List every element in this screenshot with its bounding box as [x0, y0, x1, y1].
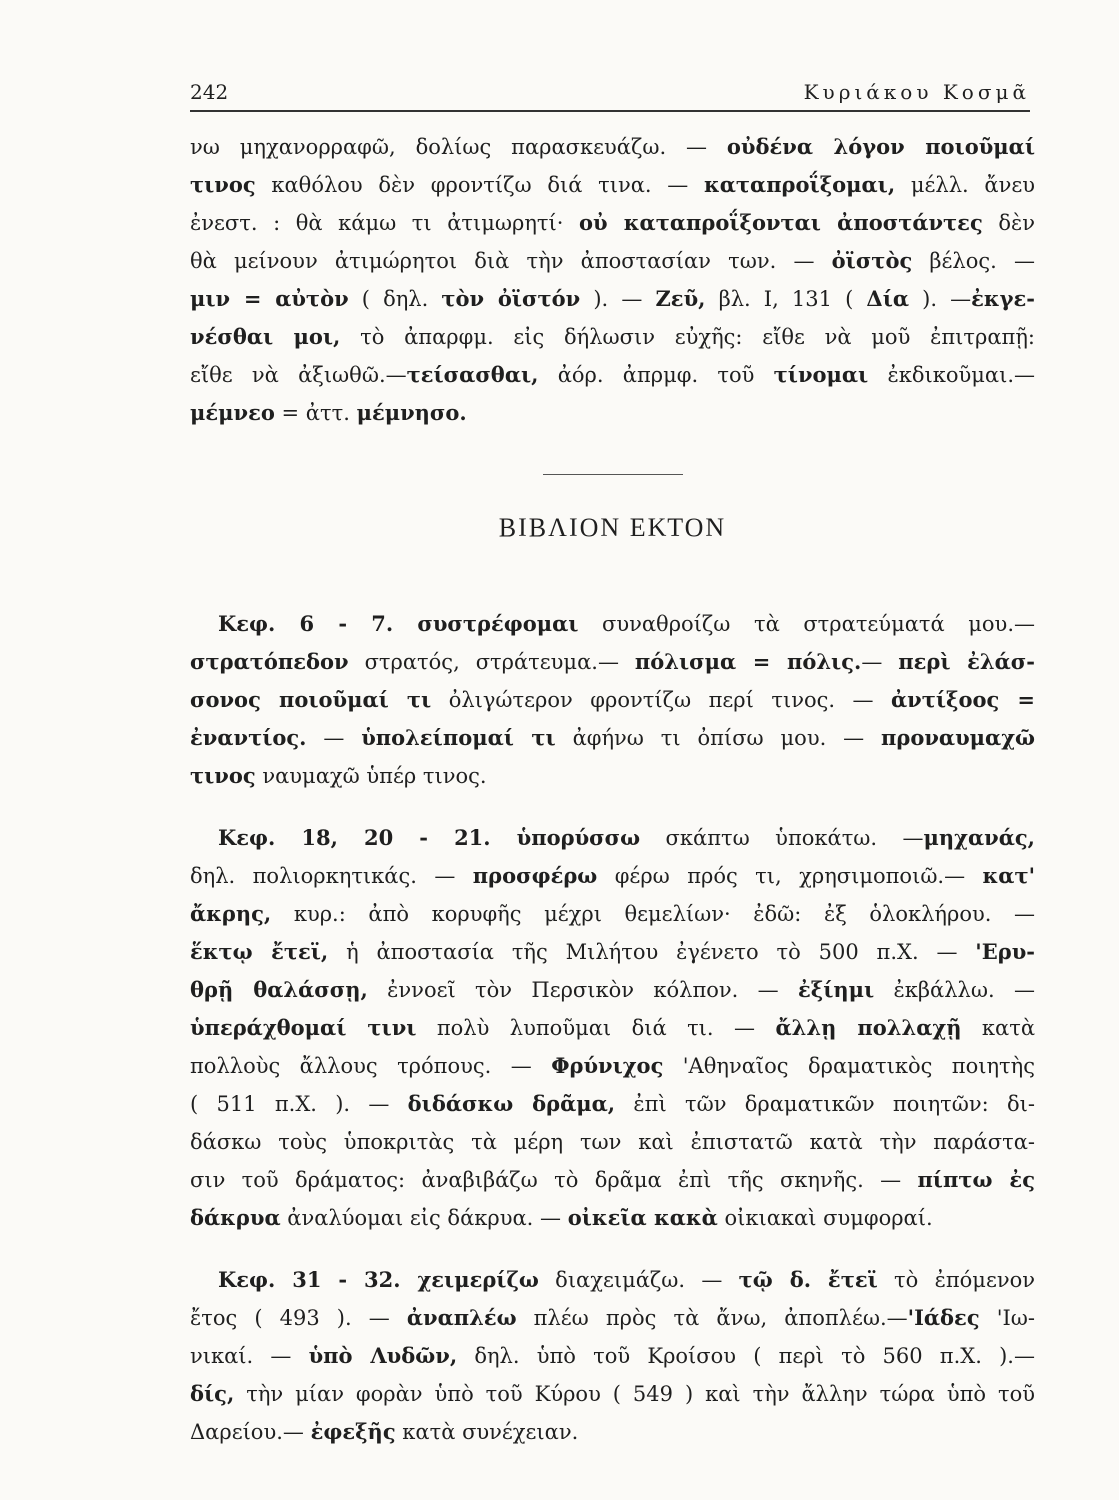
gloss-text: 'Ιω-	[979, 1306, 1035, 1330]
headword: οἰκεῖα κακὰ	[567, 1205, 718, 1230]
headword: ἀντίξοος =	[891, 687, 1035, 712]
gloss-text: σκάπτω ὑποκάτω. —	[640, 826, 924, 850]
gloss-text: ἐπὶ τῶν δραματικῶν ποιητῶν: δι-	[615, 1092, 1036, 1116]
headword: διδάσκω δρᾶμα,	[407, 1091, 616, 1116]
text-line	[190, 1261, 1035, 1299]
headword: τινος	[190, 763, 256, 788]
text-line	[190, 242, 1035, 280]
headword: ἐκγε-	[971, 286, 1036, 311]
gloss-text: τὴν μίαν φορὰν ὑπὸ τοῦ Κύρου ( 549 ) καὶ τὴν ἄλλην τώρα ὑπὸ τοῦ	[234, 1382, 1035, 1406]
gloss-text: 'Αθηναῖος δραματικὸς ποιητὴς	[663, 1054, 1035, 1078]
text-line	[190, 1413, 1035, 1451]
text-line	[190, 204, 1035, 242]
gloss-text: —	[306, 726, 362, 750]
headword: Κεφ. 18, 20 - 21. ὑπορύσσω	[218, 825, 641, 850]
gloss-text: τὸ ἀπαρφμ. εἰς δήλωσιν εὐχῆς: εἴθε νὰ μοῦ ἐπιτραπῇ:	[340, 325, 1035, 349]
text-line	[190, 719, 1035, 757]
headword: ὑπεράχθομαί τινι	[190, 1015, 417, 1040]
section-divider	[543, 474, 683, 475]
gloss-text: ἀναλύομαι εἰς δάκρυα. —	[280, 1206, 568, 1230]
gloss-text: ( δηλ.	[348, 287, 442, 311]
book-title: ΒΙΒΛΙΟΝ ΕΚΤΟΝ	[498, 513, 727, 542]
gloss-text: = ἀττ.	[274, 401, 357, 425]
headword: ἐξίημι	[798, 977, 875, 1002]
gloss-text: στρατός, στράτευμα.—	[348, 650, 635, 674]
text-line	[190, 128, 1035, 166]
headword: Φρύνιχος	[551, 1053, 664, 1078]
headword: οὐδένα λόγον ποιοῦμαί	[726, 134, 1035, 159]
headword: προσφέρω	[472, 863, 598, 888]
text-line	[190, 280, 1035, 318]
headword: μέμνεο	[190, 400, 275, 425]
text-line	[190, 895, 1035, 933]
text-line	[190, 1299, 1035, 1337]
text-line	[190, 971, 1035, 1009]
headword: νέσθαι μοι,	[190, 324, 341, 349]
page-header	[190, 76, 1030, 112]
gloss-text: κατὰ συνέχειαν.	[395, 1420, 579, 1444]
text-line	[190, 1047, 1035, 1085]
gloss-text: ἀφήνω τι ὀπίσω μου. —	[555, 726, 882, 750]
headword: τινος	[190, 172, 256, 197]
headword: πίπτω ἐς	[917, 1167, 1035, 1192]
headword: Κεφ. 6 - 7. συστρέφομαι	[218, 611, 579, 636]
gloss-text: κυρ.: ἀπὸ κορυφῆς μέχρι θεμελίων· ἐδῶ: ἐξ ὁλοκλήρου. —	[271, 902, 1035, 926]
headword: οὐ καταπροΐξονται ἀποστάντες	[579, 210, 983, 235]
gloss-text: πολὺ λυποῦμαι διά τι. —	[416, 1016, 776, 1040]
text-line	[190, 1123, 1035, 1161]
text-line	[190, 1085, 1035, 1123]
headword: ἀναπλέω	[406, 1305, 517, 1330]
text-line	[190, 857, 1035, 895]
headword: μέμνησο.	[356, 400, 467, 425]
headword: 'Ερυ-	[975, 939, 1035, 964]
headword: ἕκτῳ ἔτεϊ,	[190, 939, 329, 964]
headword: περὶ ἐλάσ-	[898, 649, 1036, 674]
headword: πόλισμα = πόλις.	[634, 649, 862, 674]
text-line	[190, 605, 1035, 643]
gloss-text: εἴθε νὰ ἀξιωθῶ.—	[190, 363, 407, 387]
gloss-text: ἔτος ( 493 ). —	[190, 1306, 407, 1330]
headword: σονος ποιοῦμαί τι	[190, 687, 432, 712]
text-line	[190, 681, 1035, 719]
glossary-section-2	[190, 605, 1035, 795]
gloss-text: μέλλ. ἄνευ	[895, 173, 1035, 197]
headword: τὸν ὀϊστόν	[441, 286, 581, 311]
gloss-text: ἐνεστ. : θὰ κάμω τι ἀτιμωρητί·	[190, 211, 580, 235]
gloss-text: φέρω πρός τι, χρησιμοποιῶ.—	[597, 864, 983, 888]
glossary-section-3	[190, 819, 1035, 1237]
gloss-text: διαχειμάζω. —	[538, 1268, 739, 1292]
headword: θρῇ θαλάσσῃ,	[190, 977, 368, 1002]
gloss-text: δηλ. ὑπὸ τοῦ Κροίσου ( περὶ τὸ 560 π.Χ. ).—	[457, 1344, 1035, 1368]
text-line	[190, 166, 1035, 204]
text-line	[190, 1009, 1035, 1047]
gloss-text: σιν τοῦ δράματος: ἀναβιβάζω τὸ δρᾶμα ἐπὶ τῆς σκηνῆς. —	[190, 1168, 918, 1192]
gloss-text: ἐκδικοῦμαι.—	[868, 363, 1036, 387]
text-line	[190, 394, 1035, 432]
headword: δίς,	[190, 1381, 235, 1406]
text-line	[190, 643, 1035, 681]
gloss-text: νω μηχανορραφῶ, δολίως παρασκευάζω. —	[190, 135, 727, 159]
page-number: 242	[190, 80, 229, 104]
headword: Δία	[866, 286, 910, 311]
gloss-text: δὲν	[982, 211, 1035, 235]
text-line	[190, 1337, 1035, 1375]
gloss-text: ἐννοεῖ τὸν Περσικὸν κόλπον. —	[367, 978, 799, 1002]
gloss-text: βέλος. —	[912, 249, 1035, 273]
headword: ἐναντίος.	[190, 725, 307, 750]
headword: ὑπὸ Λυδῶν,	[308, 1343, 458, 1368]
headword: προναυμαχῶ	[881, 725, 1035, 750]
text-line	[190, 933, 1035, 971]
glossary-section-4	[190, 1261, 1035, 1451]
gloss-text: Δαρείου.—	[190, 1420, 311, 1444]
gloss-text: —	[861, 650, 899, 674]
gloss-text: ). —	[909, 287, 972, 311]
text-line	[190, 1161, 1035, 1199]
headword: ὑπολείπομαί τι	[361, 725, 556, 750]
gloss-text: συναθροίζω τὰ στρατεύματά μου.—	[578, 612, 1035, 636]
running-head: Κυριάκου Κοσμᾶ	[803, 80, 1030, 104]
gloss-text: ἐκβάλλω. —	[874, 978, 1035, 1002]
text-line	[190, 757, 1035, 795]
gloss-text: θὰ μείνουν ἀτιμώρητοι διὰ τὴν ἀποστασίαν των. —	[190, 249, 832, 273]
headword: ἄλλῃ πολλαχῇ	[775, 1015, 962, 1040]
gloss-text: πλέω πρὸς τὰ ἄνω, ἀποπλέω.—	[516, 1306, 908, 1330]
paragraph-gap	[190, 1237, 1035, 1261]
gloss-text: τὸ ἐπόμενον	[877, 1268, 1036, 1292]
gloss-text: δηλ. πολιορκητικάς. —	[190, 864, 473, 888]
headword: τίνομαι	[773, 362, 869, 387]
text-line	[190, 819, 1035, 857]
gloss-text: ). —	[580, 287, 656, 311]
gloss-text: ( 511 π.Χ. ). —	[190, 1092, 408, 1116]
headword: 'Ιάδες	[907, 1305, 980, 1330]
headword: ἄκρης,	[190, 901, 272, 926]
headword: τῷ δ. ἔτεϊ	[738, 1267, 878, 1292]
text-line	[190, 318, 1035, 356]
paragraph-gap	[190, 795, 1035, 819]
gloss-text: δάσκω τοὺς ὑποκριτὰς τὰ μέρη των καὶ ἐπιστατῶ κατὰ τὴν παράστα-	[190, 1130, 1035, 1154]
gloss-text: ἡ ἀποστασία τῆς Μιλήτου ἐγένετο τὸ 500 π.Χ. —	[328, 940, 976, 964]
gloss-text: ναυμαχῶ ὑπέρ τινος.	[255, 764, 487, 788]
gloss-text: κατὰ	[961, 1016, 1035, 1040]
gloss-text: ὀλιγώτερον φροντίζω περί τινος. —	[431, 688, 892, 712]
gloss-text: πολλοὺς ἄλλους τρόπους. —	[190, 1054, 552, 1078]
text-line	[190, 1375, 1035, 1413]
headword: Ζεῦ,	[655, 286, 706, 311]
headword: δάκρυα	[190, 1205, 281, 1230]
headword: ὀϊστὸς	[831, 248, 913, 273]
headword: μιν = αὐτὸν	[190, 286, 349, 311]
text-line	[190, 1199, 1035, 1237]
glossary-section-1	[190, 128, 1035, 432]
headword: ἐφεξῆς	[310, 1419, 396, 1444]
headword: μηχανάς,	[923, 825, 1035, 850]
headword: στρατόπεδον	[190, 649, 349, 674]
page-body	[190, 128, 1035, 1451]
gloss-text: νικαί. —	[190, 1344, 309, 1368]
headword: Κεφ. 31 - 32. χειμερίζω	[218, 1267, 539, 1292]
headword: τείσασθαι,	[406, 362, 539, 387]
gloss-text: ἀόρ. ἀπρμφ. τοῦ	[538, 363, 774, 387]
headword: κατ'	[982, 863, 1036, 888]
gloss-text: καθόλου δὲν φροντίζω διά τινα. —	[255, 173, 704, 197]
text-line	[190, 356, 1035, 394]
gloss-text: οἰκιακαὶ συμφοραί.	[717, 1206, 933, 1230]
gloss-text: βλ. I, 131 (	[705, 287, 867, 311]
headword: καταπροΐξομαι,	[704, 172, 896, 197]
